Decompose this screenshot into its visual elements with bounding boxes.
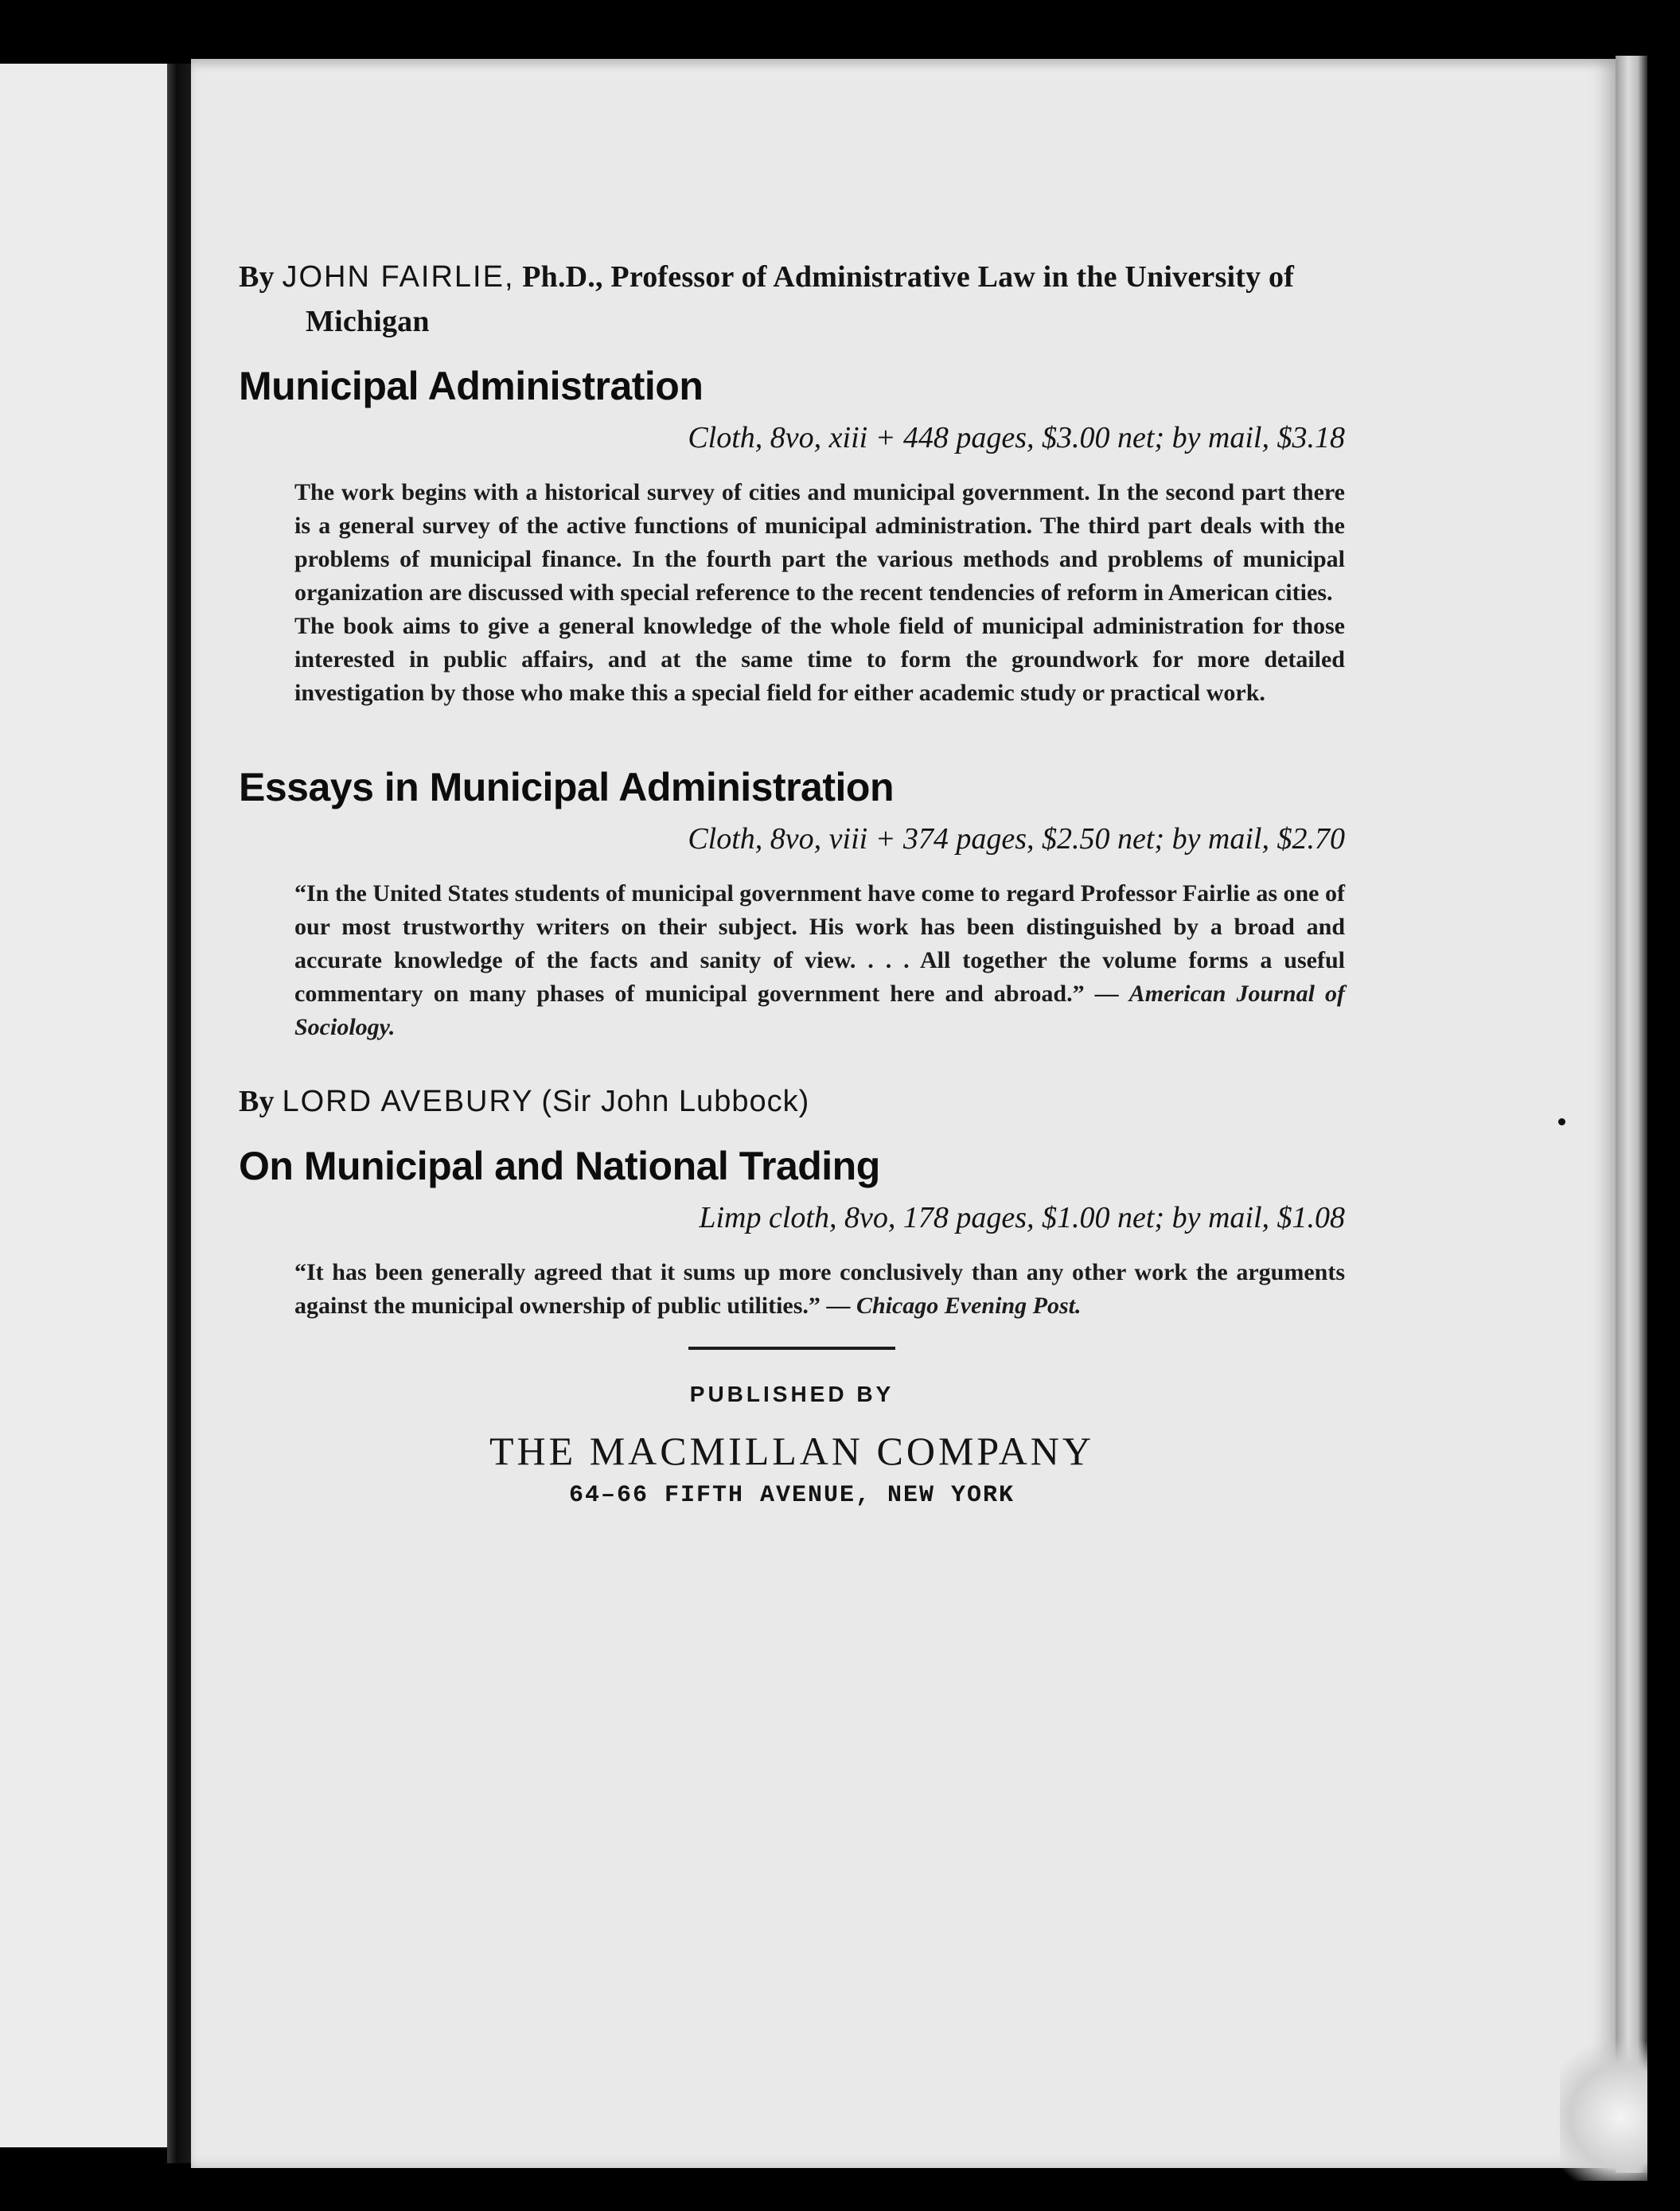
facing-page bbox=[0, 64, 185, 2147]
advertisement-content bbox=[239, 255, 1345, 1509]
description-paragraph: The book aims to give a general knowledge of the whole field of municipal administration for those interested in public affairs, and at the same time to form the groundwork for more detailed investigation by those who make this a special field for either academic study or practical work. bbox=[294, 613, 1345, 706]
book-title-municipal-administration: Municipal Administration bbox=[239, 364, 704, 408]
book-price-line: Cloth, 8vo, viii + 374 pages, $2.50 net; by mail, $2.70 bbox=[688, 822, 1345, 856]
book-binding bbox=[167, 64, 191, 2163]
description-paragraph: The work begins with a historical survey of cities and municipal government. In the second part there is a general survey of the active functions of municipal administration. The third part deals with the problems of municipal finance. In the fourth part the various methods and problems of municipal organization are discussed with special reference to the recent tendencies of reform in American cities. bbox=[294, 479, 1345, 606]
author-byline-avebury bbox=[239, 1079, 1345, 1124]
review-quote bbox=[294, 1256, 1345, 1323]
author-description: Ph.D., Professor of Administrative Law in the University of Michigan bbox=[306, 260, 1295, 338]
book-price-line: Cloth, 8vo, xiii + 448 pages, $3.00 net; by mail, $3.18 bbox=[688, 421, 1345, 454]
publisher-name: THE MACMILLAN COMPANY bbox=[489, 1429, 1094, 1473]
review-quote bbox=[294, 877, 1345, 1044]
ink-speck bbox=[1558, 1118, 1565, 1125]
author-name: JOHN FAIRLIE, bbox=[282, 260, 515, 294]
by-prefix: By bbox=[239, 260, 275, 294]
quote-text: “In the United States students of municipal government have come to regard Professor Fairlie as one of our most trustworthy writers on their subject. His work has been distinguished by a broad and accurate knowledge of the facts and sanity of view. . . . All together the volume forms a useful commentary on many phases of municipal government here and abroad.” — bbox=[294, 880, 1345, 1007]
quote-source: Chicago Evening Post. bbox=[856, 1293, 1082, 1319]
publisher-address: 64–66 FIFTH AVENUE, NEW YORK bbox=[568, 1482, 1015, 1509]
author-description: (Sir John Lubbock) bbox=[541, 1085, 810, 1118]
by-prefix: By bbox=[239, 1085, 275, 1118]
quote-source: American Journal of Sociology. bbox=[294, 981, 1345, 1040]
book-title-essays: Essays in Municipal Administration bbox=[239, 765, 894, 809]
book-title-trading: On Municipal and National Trading bbox=[239, 1144, 880, 1188]
book-description bbox=[294, 476, 1345, 710]
corner-wear bbox=[1560, 2022, 1647, 2181]
author-name: LORD AVEBURY bbox=[282, 1085, 534, 1118]
divider-rule bbox=[688, 1347, 895, 1350]
book-price-line: Limp cloth, 8vo, 178 pages, $1.00 net; by mail, $1.08 bbox=[699, 1201, 1345, 1234]
page-edge bbox=[1616, 56, 1647, 2173]
published-by-label: PUBLISHED BY bbox=[689, 1382, 895, 1406]
author-byline-fairlie bbox=[239, 255, 1345, 344]
quote-text: “It has been generally agreed that it sums up more conclusively than any other work the arguments against the municipal ownership of public utilities.” — bbox=[294, 1259, 1345, 1319]
